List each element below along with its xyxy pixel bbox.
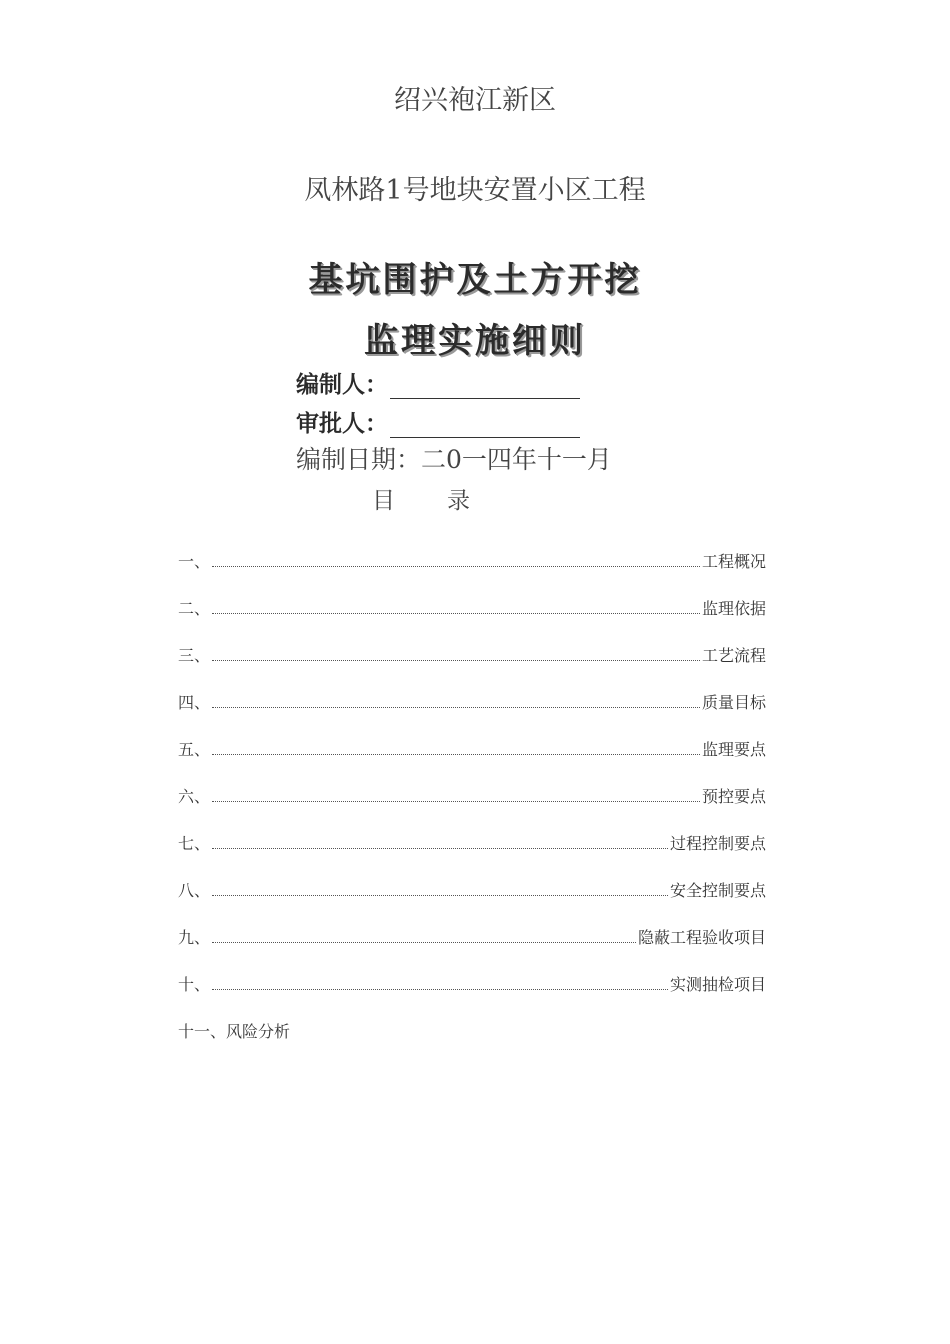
approver-row	[296, 405, 580, 438]
toc-item-title: 预控要点	[701, 787, 766, 806]
toc-item-number: 九、	[178, 928, 211, 947]
approver-blank-line	[390, 415, 580, 438]
toc-item[interactable]	[178, 807, 766, 854]
toc-item[interactable]	[178, 760, 766, 807]
toc-item[interactable]	[178, 666, 766, 713]
document-title-line2: 监理实施细则	[364, 321, 586, 361]
toc-item-title: 十一、风险分析	[178, 1022, 291, 1041]
toc-item-number: 三、	[178, 646, 211, 665]
toc-item-number: 六、	[178, 787, 211, 806]
toc-item-title: 安全控制要点	[669, 881, 766, 900]
toc-leader-dots	[212, 941, 636, 943]
compiler-row	[296, 366, 580, 399]
toc-heading-char-2: 录	[447, 488, 470, 514]
toc-item[interactable]	[178, 948, 766, 995]
toc-leader-dots	[212, 988, 668, 990]
project-location: 绍兴袍江新区	[394, 85, 556, 116]
toc-item[interactable]	[178, 901, 766, 948]
toc-heading-char-1: 目	[372, 488, 395, 514]
toc-item-title: 工程概况	[701, 552, 766, 571]
toc-item[interactable]	[178, 713, 766, 760]
toc-leader-dots	[212, 565, 700, 567]
toc-leader-dots	[212, 800, 700, 802]
toc-item[interactable]	[178, 525, 766, 572]
toc-item-title: 隐蔽工程验收项目	[637, 928, 766, 947]
toc-heading	[372, 482, 470, 515]
toc-leader-dots	[212, 894, 668, 896]
compiler-blank-line	[390, 376, 580, 399]
toc-item-title: 过程控制要点	[669, 834, 766, 853]
toc-leader-dots	[212, 659, 700, 661]
toc-item-title: 工艺流程	[701, 646, 766, 665]
table-of-contents	[178, 525, 766, 1042]
toc-item-title: 实测抽检项目	[669, 975, 766, 994]
toc-item-number: 五、	[178, 740, 211, 759]
approver-label: 审批人：	[296, 411, 388, 437]
toc-item-number: 四、	[178, 693, 211, 712]
toc-leader-dots	[212, 847, 668, 849]
project-name: 凤林路1号地块安置小区工程	[304, 175, 646, 206]
toc-item-title: 监理依据	[701, 599, 766, 618]
toc-item-last[interactable]	[178, 995, 766, 1042]
compile-date: 编制日期：二0一四年十一月	[296, 445, 612, 474]
toc-leader-dots	[212, 612, 700, 614]
toc-item[interactable]	[178, 572, 766, 619]
toc-item-number: 二、	[178, 599, 211, 618]
toc-item-number: 十、	[178, 975, 211, 994]
compiler-label: 编制人：	[296, 372, 388, 398]
toc-leader-dots	[212, 706, 700, 708]
toc-item-title: 质量目标	[701, 693, 766, 712]
toc-item[interactable]	[178, 619, 766, 666]
toc-item-title: 监理要点	[701, 740, 766, 759]
toc-leader-dots	[212, 753, 700, 755]
toc-item-number: 七、	[178, 834, 211, 853]
toc-item-number: 八、	[178, 881, 211, 900]
toc-item-number: 一、	[178, 552, 211, 571]
toc-item[interactable]	[178, 854, 766, 901]
document-title-line1: 基坑围护及土方开挖	[308, 260, 642, 300]
